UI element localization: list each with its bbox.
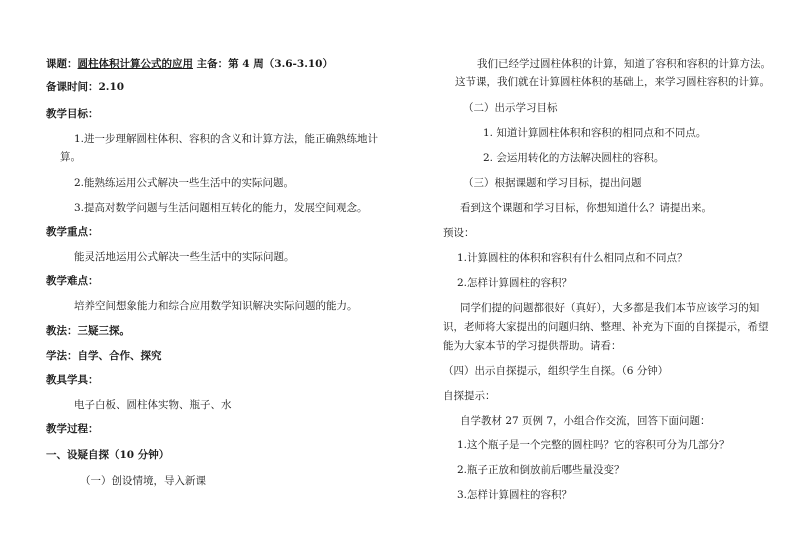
objective-2: 2. 会运用转化的方法解决圆柱的容积。 <box>483 152 665 164</box>
subsection-2: （二）出示学习目标 <box>463 102 558 114</box>
subsection-4: （四）出示自探提示，组织学生自探。（6 分钟） <box>443 365 669 377</box>
preset-heading: 预设： <box>443 227 475 239</box>
lesson-title-line <box>46 57 333 71</box>
goal-1-line-b: 算。 <box>60 151 81 163</box>
title-prefix: 课题： <box>46 58 78 70</box>
summary-line-2: 识，老师将大家提出的问题归纳、整理、补充为下面的自探提示，希望 <box>443 321 769 333</box>
goal-1-line-a: 1.进一步理解圆柱体积、容积的含义和计算方法，能正确熟练地计 <box>74 133 379 145</box>
objective-1: 1. 知道计算圆柱体积和容积的相同点和不同点。 <box>483 127 707 139</box>
teaching-method: 教法：三疑三探。 <box>46 325 130 337</box>
section-1-heading: 一、设疑自探（10 分钟） <box>46 449 170 461</box>
tools-heading: 教具学具： <box>46 374 99 386</box>
hint-question-3: 3.怎样计算圆柱的容积？ <box>457 489 573 501</box>
subsection-3: （三）根据课题和学习目标，提出问题 <box>463 177 642 189</box>
goal-2: 2.能熟练运用公式解决一些生活中的实际问题。 <box>74 177 295 189</box>
subsection-1: （一）创设情境，导入新课 <box>80 475 206 487</box>
prep-time: 备课时间：2.10 <box>46 81 125 93</box>
difficulty-heading: 教学难点： <box>46 275 99 287</box>
intro-line-2: 这节课，我们就在计算圆柱体积的基础上，来学习圆柱容积的计算。 <box>455 76 770 88</box>
title-topic: 圆柱体积计算公式的应用 <box>77 58 193 70</box>
goal-3: 3.提高对数学问题与生活问题相互转化的能力，发展空间观念。 <box>74 202 368 214</box>
hint-question-2: 2.瓶子正放和倒放前后哪些量没变？ <box>457 464 625 476</box>
tools-text: 电子白板、圆柱体实物、瓶子、水 <box>74 399 232 411</box>
hint-intro: 自学教材 27 页例 7，小组合作交流，回答下面问题： <box>460 415 711 427</box>
summary-line-1: 同学们提的问题都很好（真好），大多都是我们本节应该学习的知 <box>460 302 760 314</box>
learning-method: 学法：自学、合作、探究 <box>46 350 162 362</box>
summary-line-3: 能为大家本节的学习提供帮助。请看： <box>443 340 622 352</box>
process-heading: 教学过程： <box>46 423 99 435</box>
preset-question-1: 1.计算圆柱的体积和容积有什么相同点和不同点？ <box>457 252 688 264</box>
key-heading: 教学重点： <box>46 226 99 238</box>
hint-heading: 自探提示： <box>443 390 496 402</box>
goals-heading: 教学目标： <box>46 108 99 120</box>
hint-question-1: 1.这个瓶子是一个完整的圆柱吗？它的容积可分为几部分？ <box>457 439 730 451</box>
key-text: 能灵活地运用公式解决一些生活中的实际问题。 <box>74 251 295 263</box>
title-suffix: 主备：第 4 周（3.6-3.10） <box>193 58 333 70</box>
difficulty-text: 培养空间想象能力和综合应用数学知识解决实际问题的能力。 <box>74 300 358 312</box>
intro-line-1: 我们已经学过圆柱体积的计算，知道了容积和容积的计算方法。 <box>477 58 771 70</box>
preset-question-2: 2.怎样计算圆柱的容积？ <box>457 277 573 289</box>
ask-text: 看到这个课题和学习目标，你想知道什么？请提出来。 <box>460 202 712 214</box>
